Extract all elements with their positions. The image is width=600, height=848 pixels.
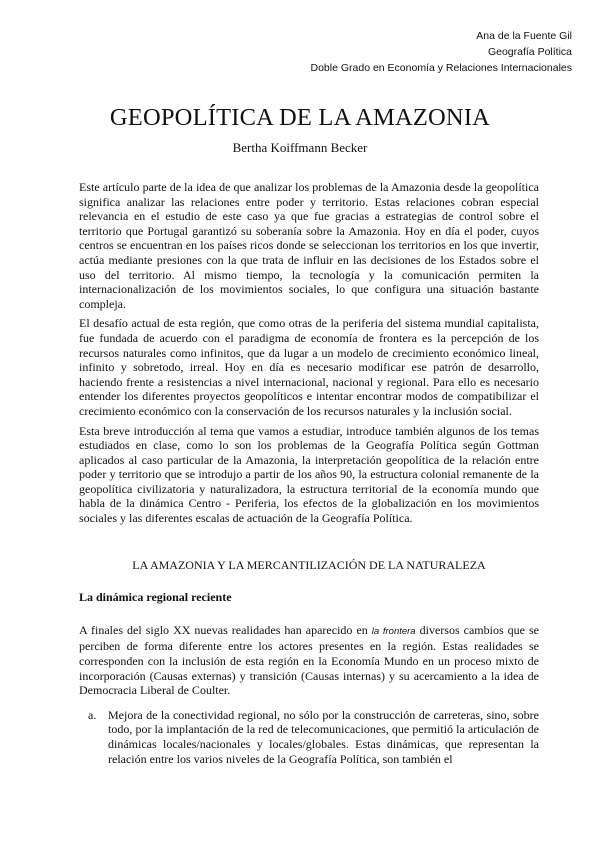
paragraph-frontier-start: A finales del siglo XX nuevas realidades han aparecido en — [79, 622, 372, 637]
paragraph-intro: Este artículo parte de la idea de que analizar los problemas de la Amazonia desde la geopolítica significa analizar las relaciones entre poder y territorio. Estas relaciones cobran especial relevancia en el estudio de este caso ya que fue gracias a estrategias de control sobre el territorio que Portugal garantizó su soberanía sobre la Amazonia. Hoy en día el poder, cuyos centros se encuentran en los países ricos donde se seleccionan los territorios en los que invertir, actúa mediante presiones con la que trata de influir en las decisiones de los Estados sobre el uso del territorio. Al mismo tiempo, la tecnología y la comunicación permiten la internacionalización de los movimientos sociales, lo que configura una situación bastante compleja. — [79, 180, 539, 311]
paragraph-challenge: El desafío actual de esta región, que como otras de la periferia del sistema mundial capitalista, fue fundada de acuerdo con el paradigma de economía de frontera es la percepción de los recursos naturales como infinitos, que da lugar a un modelo de crecimiento económico lineal, infinito y sobretodo, irreal. Hoy en día es necesario modificar ese patrón de desarrollo, haciendo frente a resistencias a nivel internacional, nacional y regional. Para ello es necesario entender los diferentes proyectos geopolíticos e intentar encontrar modos de compatibilizar el crecimiento económico con la conservación de los recursos naturales y la inclusión social. — [79, 316, 539, 418]
header-degree: Doble Grado en Economía y Relaciones Internacionales — [310, 62, 572, 74]
list-item — [88, 707, 539, 766]
changes-list — [79, 708, 539, 766]
paragraph-frontier — [79, 623, 539, 698]
list-item-text: Mejora de la conectividad regional, no sólo por la construcción de carreteras, sino, sobre todo, por la implantación de la red de telecomunicaciones, que permitió la articulación de dinámicas locales/nacionales y locales/globales. Estas dinámicas, que representan la relación entre los varios niveles de la Geografía Política, son también el — [108, 707, 539, 766]
header-course: Geografía Política — [487, 46, 572, 58]
document-title: GEOPOLÍTICA DE LA AMAZONIA — [109, 104, 491, 131]
section-title: LA AMAZONIA Y LA MERCANTILIZACIÓN DE LA NATURALEZA — [132, 557, 486, 572]
list-item-marker: a. — [88, 707, 97, 722]
document-author: Bertha Koiffmann Becker — [232, 140, 368, 155]
subsection-title: La dinámica regional reciente — [79, 590, 232, 605]
header-author: Ana de la Fuente Gil — [476, 30, 572, 42]
page-header — [311, 28, 573, 76]
frontier-emphasis: la frontera — [371, 625, 416, 637]
document-body — [79, 180, 539, 766]
paragraph-frontier-end: diversos cambios que se perciben de forma diferente entre los actores presentes en la región. Estas realidades se corresponden con la inclusión de esta región en la Economía Mundo en un proceso mixto de incorporación (Causas externas) y transición (Causas internas) y su acercamiento a la idea de Democracia Liberal de Coulter. — [79, 622, 539, 698]
paragraph-topics: Esta breve introducción al tema que vamos a estudiar, introduce también algunos de los temas estudiados en clase, como lo son los problemas de la Geografía Política según Gottman aplicados al caso particular de la Amazonia, la interpretación geopolítica de la relación entre poder y territorio que se introdujo a partir de los años 90, la estructura colonial remanente de la geopolítica civilizatoria y naturalizadora, la estructura territorial de la economía mundo que habla de la dinámica Centro - Periferia, los efectos de la globalización en los movimientos sociales y las diferentes escalas de actuación de la Geografía Política. — [79, 423, 539, 526]
